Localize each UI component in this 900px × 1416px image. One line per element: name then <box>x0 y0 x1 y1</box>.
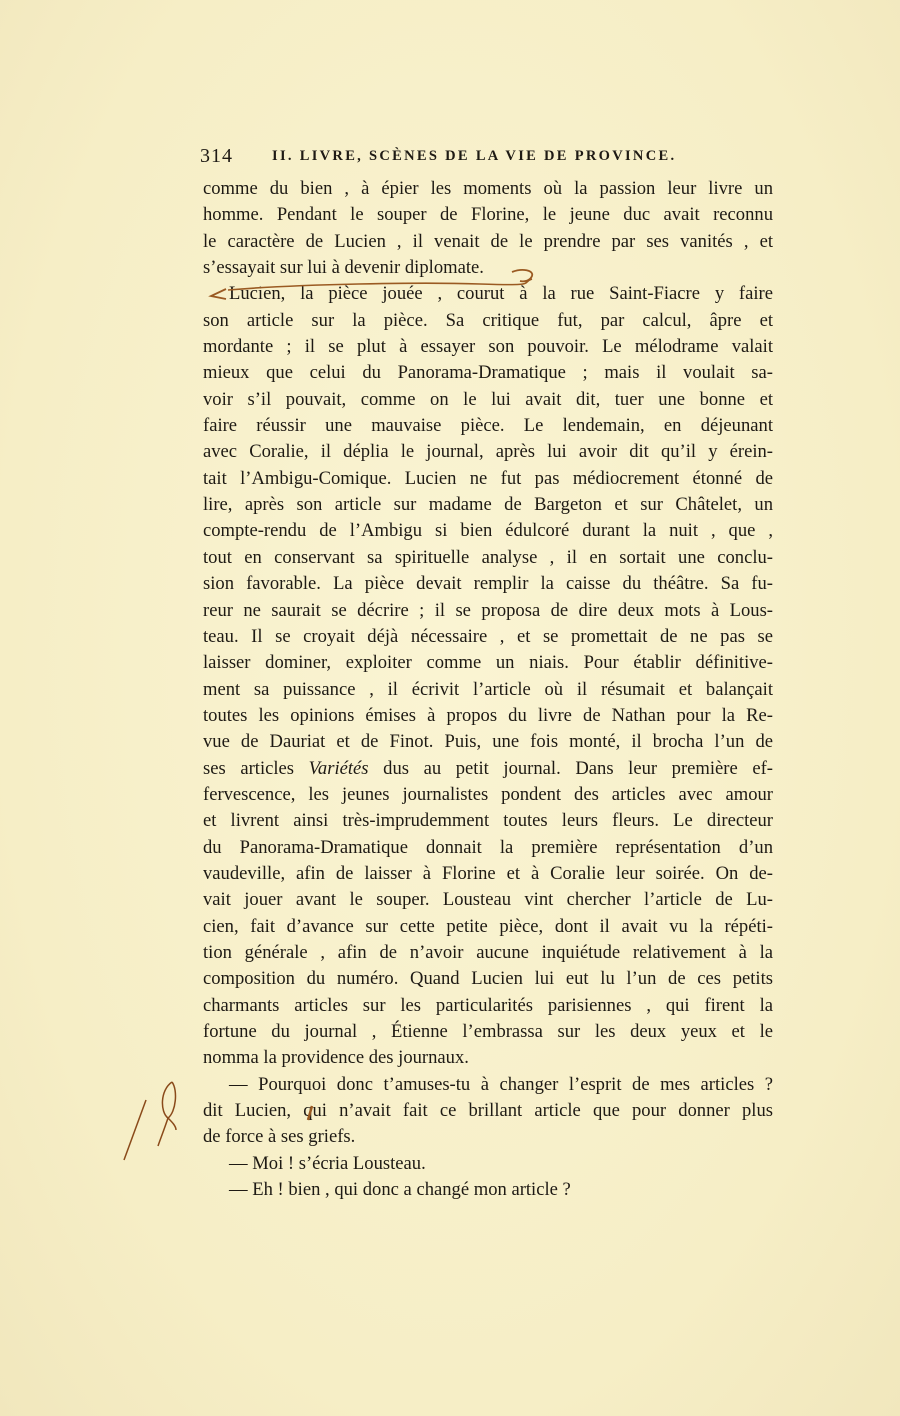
text-line: tait l’Ambigu-Comique. Lucien ne fut pas médiocrement étonné de <box>203 467 773 489</box>
text-line: vue de Dauriat et de Finot. Puis, une fois monté, il brocha l’un de <box>203 731 773 753</box>
text-line: avec Coralie, il déplia le journal, après lui avoir dit qu’il y érein- <box>203 441 773 463</box>
text-line: homme. Pendant le souper de Florine, le jeune duc avait reconnu <box>203 204 773 226</box>
page-number: 314 <box>200 145 233 167</box>
text-line: laisser dominer, exploiter comme un niais. Pour établir définitive- <box>203 652 773 674</box>
text-line: teau. Il se croyait déjà nécessaire , et se promettait de ne pas se <box>203 625 773 647</box>
text-line: et livrent ainsi très-imprudemment toutes leurs fleurs. Le directeur <box>203 810 773 832</box>
text-line: s’essayait sur lui à devenir diplomate. <box>203 257 484 279</box>
text-line: tion générale , afin de n’avoir aucune inquiétude relativement à la <box>203 941 773 963</box>
text-line: nomma la providence des journaux. <box>203 1047 469 1069</box>
text-line: comme du bien , à épier les moments où la passion leur livre un <box>203 178 773 199</box>
text-line: composition du numéro. Quand Lucien lui eut lu l’un de ces petits <box>203 968 773 990</box>
text-line: lire, après son article sur madame de Bargeton et sur Châtelet, un <box>203 494 773 516</box>
text-line: — Pourquoi donc t’amuses-tu à changer l’esprit de mes articles ? <box>229 1073 773 1095</box>
text-line: cien, fait d’avance sur cette petite pièce, dont il avait vu la répéti- <box>203 915 773 937</box>
text-line: compte-rendu de l’Ambigu si bien édulcoré durant la nuit , que , <box>203 520 773 542</box>
text-line: vait jouer avant le souper. Lousteau vint chercher l’article de Lu- <box>203 889 773 911</box>
page-body-text <box>203 176 773 1203</box>
text-line: vaudeville, afin de laisser à Florine et à Coralie leur soirée. On de- <box>203 862 773 884</box>
italic-word: Variétés <box>308 757 369 779</box>
text-line <box>203 756 773 782</box>
text-line: du Panorama-Dramatique donnait la première représentation d’un <box>203 836 773 858</box>
text-line: faire réussir une mauvaise pièce. Le lendemain, en déjeunant <box>203 415 773 437</box>
text-line: fervescence, les jeunes journalistes pondent des articles avec amour <box>203 783 773 805</box>
text-line: mieux que celui du Panorama-Dramatique ; mais il voulait sa- <box>203 362 773 384</box>
text-segment: ses articles <box>203 757 309 779</box>
text-line: de force à ses griefs. <box>203 1126 356 1148</box>
text-line: Lucien, la pièce jouée , courut à la rue Saint-Fiacre y faire <box>229 283 773 305</box>
text-line: ment sa puissance , il écrivit l’article où il résumait et balançait <box>203 678 773 700</box>
text-line: son article sur la pièce. Sa critique fut, par calcul, âpre et <box>203 309 773 331</box>
text-line: tout en conservant sa spirituelle analyse , il en sortait une conclu- <box>203 546 773 568</box>
page-header <box>200 145 775 169</box>
running-title: II. LIVRE, SCÈNES DE LA VIE DE PROVINCE. <box>272 148 677 164</box>
text-line: le caractère de Lucien , il venait de le prendre par ses vanités , et <box>203 230 773 252</box>
text-line: — Moi ! s’écria Lousteau. <box>229 1152 426 1174</box>
text-line: toutes les opinions émises à propos du livre de Nathan pour la Re- <box>203 704 773 726</box>
text-line: charmants articles sur les particularités parisiennes , qui firent la <box>203 994 773 1016</box>
text-line: — Eh ! bien , qui donc a changé mon article ? <box>229 1179 571 1201</box>
text-line: sion favorable. La pièce devait remplir la caisse du théâtre. Sa fu- <box>203 573 773 595</box>
text-line: reur ne saurait se décrire ; il se proposa de dire deux mots à Lous- <box>203 599 773 621</box>
text-line: voir s’il pouvait, comme on le lui avait dit, tuer une bonne et <box>203 388 773 410</box>
text-line: mordante ; il se plut à essayer son pouvoir. Le mélodrame valait <box>203 336 773 358</box>
text-segment: dus au petit journal. Dans leur première ef- <box>368 757 773 779</box>
margin-number-18 <box>124 1082 176 1160</box>
text-line: dit Lucien, qui n’avait fait ce brillant article que pour donner plus <box>203 1100 773 1122</box>
text-line: fortune du journal , Étienne l’embrassa sur les deux yeux et le <box>203 1021 773 1042</box>
